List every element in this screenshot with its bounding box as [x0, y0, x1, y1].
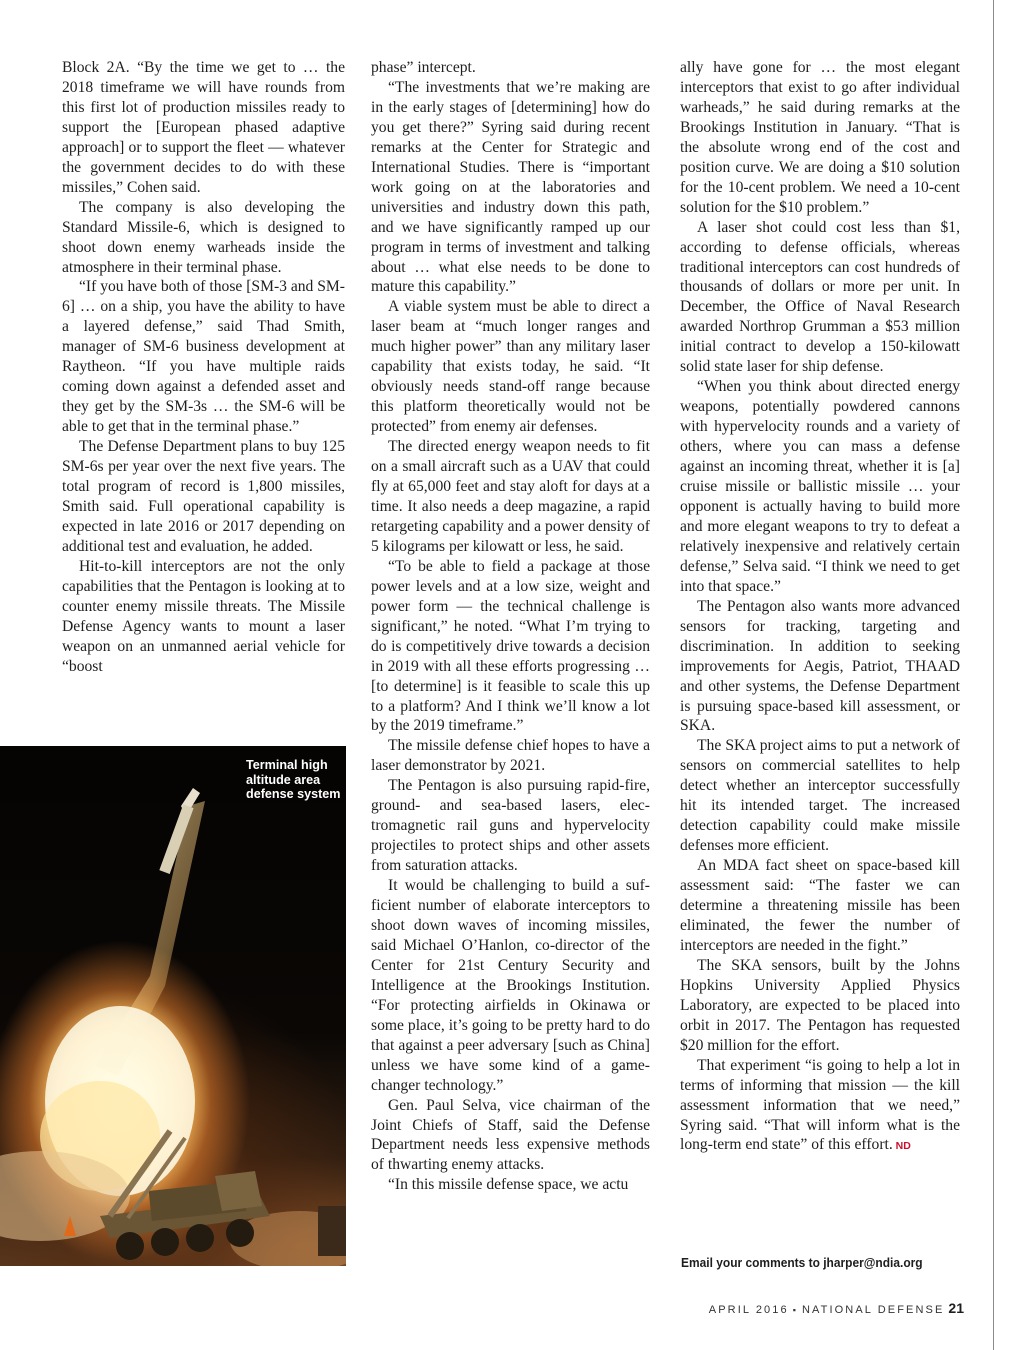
article-paragraph: “To be able to field a package at those power levels and at a low size, weight and power form — the technical challenge is significant,” he noted. “What I’m trying to do is competitively drive towards a decision in 2019 with all these efforts progressing … [to determine] is it feasible to scale this up to a platform? And I think we’ll know a lot by the 2019 timeframe.”: [371, 557, 650, 735]
article-paragraph: Block 2A. “By the time we get to … the 2018 timeframe we will have rounds from this first lot of production missiles ready to support the [European phased adaptive approach] or to support the fleet — whatever the government decides to do with these missiles,” Cohen said.: [62, 59, 345, 196]
page-edge-rule: [993, 0, 994, 1350]
article-paragraph: It would be challenging to build a sufficient number of elaborate interceptors to shoot down waves of incoming missiles, said Michael O’Hanlon, co-director of the Center for 21st Century Security and Intelligence at the Brookings Institution. “For protecting airfields in Okinawa or some place, it’s going to be pretty hard to do that against a peer adversary [such as China] unless we have some kind of a game-changer technology.”: [371, 877, 650, 1094]
article-paragraph: A viable system must be able to direct a laser beam at “much longer ranges and much higher power” than any military laser capability that exists today, he said. “It obviously needs stand-off range because this platform theoretically would not be protected” from enemy air defenses.: [371, 298, 650, 436]
photo-caption: Terminal high altitude area defense system: [246, 758, 341, 801]
article-paragraph: The Defense Department plans to buy 125 SM-6s per year over the next five years. The total program of record is 1,800 missiles, Smith said. Full operational capability is expected in late 2016 or 2017 depending on additional test and evaluation, he added.: [62, 438, 345, 555]
article-column-2: [371, 58, 650, 1195]
article-paragraph: The Pentagon is also pursuing rapid-fire, ground- and sea-based lasers, electromagnetic rail guns and hypervelocity projectiles to protect ships and other assets from saturation attacks.: [371, 777, 650, 875]
article-paragraph: The Pentagon also wants more advanced sensors for tracking, targeting and discrimination. In addition to seeking improvements for Aegis, Patriot, THAAD and other systems, the Defense Department is pursuing space-based kill assessment, or SKA.: [680, 597, 960, 735]
article-paragraph: Hit-to-kill interceptors are not the only capabilities that the Pentagon is looking at to counter enemy missile threats. The Missile Defense Agency wants to mount a laser weapon on an unmanned aerial vehicle for “boost: [62, 557, 345, 675]
footer-issue-date: APRIL 2016: [708, 1304, 789, 1316]
footer-publication: NATIONAL DEFENSE: [802, 1304, 945, 1316]
article-paragraph: “The investments that we’re making are in the early stages of [determining] how do you get there?” Syring said during recent remarks at the Center for Strategic and International Studies. There is “important work going on at the laboratories and universities and industry down this path, and we have significantly ramped up our program in terms of investment and talking about … what else needs to be done to mature this capability.”: [371, 78, 650, 296]
article-paragraph: Gen. Paul Selva, vice chairman of the Joint Chiefs of Staff, said the Defense Department needs less expensive methods of thwarting enemy attacks.: [371, 1096, 650, 1174]
article-paragraph: The SKA project aims to put a network of sensors on commercial satellites to help detect whether an interceptor successfully hit its intended target. The increased detection capability could make missile defenses more efficient.: [680, 737, 960, 855]
article-paragraph: “If you have both of those [SM-3 and SM-6] … on a ship, you have the ability to have a layered defense,” said Thad Smith, manager of SM-6 business development at Raytheon. “If you have multiple raids coming down against a defended asset and they get by the SM-3s … the SM-6 will be able to get that in the terminal phase.”: [62, 278, 345, 436]
article-paragraph: An MDA fact sheet on space-based kill assessment said: “The faster we can determine a threatening missile has been eliminated, the fewer the number of interceptors are needed in the fight.”: [680, 857, 960, 954]
article-column-1: [62, 58, 345, 677]
article-paragraph: That experiment “is going to help a lot in terms of informing that mission — the kill assessment information that we need,” Syring said. “That will inform what is the long-term end state” of this effort. ND: [680, 1056, 960, 1154]
article-paragraph: ally have gone for … the most elegant interceptors that exist to go after individual warheads,” he said during remarks at the Brookings Institution in January. “That is the absolute wrong end of the cost and position curve. We are doing a $10 solution for the 10-cent problem. We need a 10-cent solution for the $10 problem.”: [680, 59, 960, 216]
footer-separator: ▪: [792, 1305, 799, 1315]
article-paragraph: The directed energy weapon needs to fit on a small aircraft such as a UAV that could fly at 65,000 feet and stay aloft for days at a time. It also needs a deep magazine, a rapid retargeting capability and a power density of 5 kilograms per kilowatt or less, he said.: [371, 438, 650, 555]
article-paragraph: The missile defense chief hopes to have a laser demonstrator by 2021.: [371, 737, 650, 775]
article-paragraph: phase” intercept.: [371, 59, 476, 76]
article-paragraph: The company is also developing the Standard Missile-6, which is designed to shoot down enemy warheads inside the atmosphere in their terminal phase.: [62, 198, 345, 276]
article-paragraph: A laser shot could cost less than $1, according to defense officials, whereas traditional interceptors can cost hundreds of thousands of dollars or more per unit. In December, the Office of Naval Research awarded Northrop Grumman a $53 million initial contract to develop a 150-kilowatt solid state laser for ship defense.: [680, 218, 960, 376]
article-column-3: [680, 58, 960, 1157]
article-paragraph: The SKA sensors, built by the Johns Hopkins University Applied Physics Laboratory, are expected to be placed into orbit in 2017. The Pentagon has requested $20 million for the effort.: [680, 956, 960, 1054]
launch-scene-illustration: [0, 746, 346, 1266]
page-number: 21: [948, 1300, 964, 1316]
email-comments-line: Email your comments to jharper@ndia.org: [681, 1255, 923, 1270]
article-paragraph: “When you think about directed energy weapons, potentially powdered cannons with hypervelocity rounds and a variety of others, where you can mass a defense against an incoming threat, whether it is [a] cruise missile or ballistic missile … your opponent is actually having to build more and more elegant weapons to try to defeat a relatively inexpensive and relatively certain defense,” Selva said. “I think we need to get into that space.”: [680, 378, 960, 595]
missile-launch-photo: [0, 746, 346, 1266]
article-paragraph: “In this missile defense space, we actu: [388, 1176, 629, 1194]
end-of-article-mark: ND: [892, 1140, 911, 1153]
page-footer: [709, 1300, 964, 1316]
